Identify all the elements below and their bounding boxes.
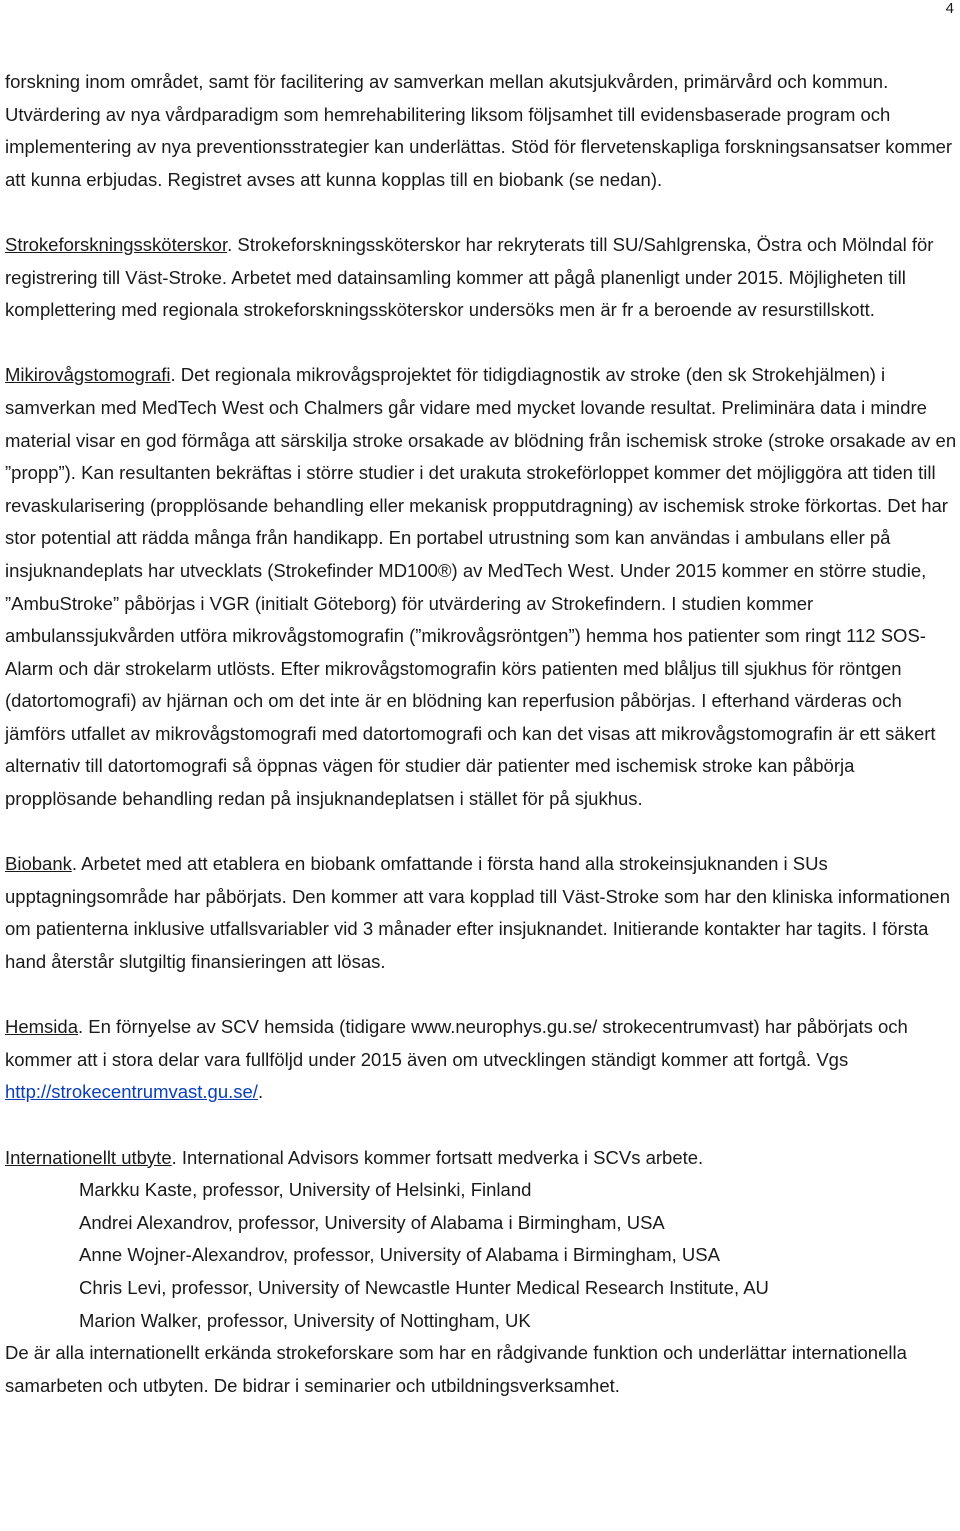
paragraph-gap [5,196,957,229]
paragraph-gap [5,1109,957,1142]
website-body: . En förnyelse av SCV hemsida (tidigare www.neurophys.gu.se/ strokecentrumvast) har påbörjats och kommer att i stora delar vara fullföljd under 2015 även om utvecklingen ständigt kommer att fortgå. Vgs [5,1016,908,1070]
international-closing: De är alla internationellt erkända strokeforskare som har en rådgivande funktion och underlättar internationella samarbeten och utbyten. De bidrar i seminarier och utbildningsverksamhet. [5,1342,907,1396]
nurses-heading: Strokeforskningssköterskor [5,233,228,255]
advisor-item: Marion Walker, professor, University of Nottingham, UK [79,1309,531,1331]
paragraph-gap [5,327,957,360]
page-number: 4 [945,0,954,17]
biobank-paragraph [5,848,957,978]
intro-paragraph: forskning inom området, samt för facilitering av samverkan mellan akutsjukvården, primärvård och kommun. Utvärdering av nya vårdparadigm som hemrehabilitering liksom följsamhet till evidensbaserade program och implementering av nya preventionsstrategier kan underlättas. Stöd för flervetenskapliga forskningsansatser kommer att kunna erbjudas. Registret avses att kunna kopplas till en biobank (se nedan). [5,71,953,190]
international-heading: Internationellt utbyte [5,1146,172,1168]
paragraph-gap [5,979,957,1012]
biobank-body: . Arbetet med att etablera en biobank omfattande i första hand alla strokeinsjuknanden i SUs upptagningsområde har påbörjats. Den kommer att vara kopplad till Väst-Stroke som har den kliniska informationen om patienterna inklusive utfallsvariabler vid 3 månader efter insjuknandet. Initierande kontakter har tagits. I första hand återstår slutgiltig finansieringen att lösas. [5,853,951,973]
document-body [5,66,957,1402]
nurses-body: . Strokeforskningssköterskor har rekryterats till SU/Sahlgrenska, Östra och Mölndal för registrering till Väst-Stroke. Arbetet med datainsamling kommer att pågå planenligt under 2015. Möjligheten till komplettering med regionala strokeforskningssköterskor undersöks men är fr a beroende av resurstillskott. [5,233,934,321]
advisor-item: Andrei Alexandrov, professor, University of Alabama i Birmingham, USA [79,1211,665,1233]
nurses-paragraph [5,229,957,327]
microwave-body: . Det regionala mikrovågsprojektet för tidigdiagnostik av stroke (den sk Strokehjälmen) i samverkan med MedTech West och Chalmers går vidare med mycket lovande resultat. Preliminära data i mindre material visar en god förmåga att särskilja stroke orsakade av blödning från ischemisk stroke (stroke orsakade av en ”propp”). Kan resultanten bekräftas i större studier i det urakuta strokeförloppet kommer det möjliggöra att tiden till revaskularisering (propplösande behandling eller mekanisk propputdragning) av ischemisk stroke förkortas. Det har stor potential att rädda många från handikapp. En portabel utrustning som kan användas i ambulans eller på insjuknandeplats har utvecklats (Strokefinder MD100®) av MedTech West. Under 2015 kommer en större studie, ”AmbuStroke” påbörjas i VGR (initialt Göteborg) för utvärdering av Strokefindern. I studien kommer ambulanssjukvården utföra mikrovågstomografin (”mikrovågsröntgen”) hemma hos patienter som ringt 112 SOS-Alarm och där strokelarm utlösts. Efter mikrovågstomografin körs patienten med blåljus till sjukhus för röntgen (datortomografi) av hjärnan och om det inte är en blödning kan reperfusion påbörjas. I efterhand värderas och jämförs utfallet av mikrovågstomografi med datortomografi och kan det visas att mikrovågstomografin är ett säkert alternativ till datortomografi så öppnas vägen för studier där patienter med ischemisk stroke kan påbörja propplösande behandling redan på insjuknandeplatsen i stället för på sjukhus. [5,364,957,810]
website-heading: Hemsida [5,1016,78,1038]
biobank-heading: Biobank [5,853,72,875]
website-paragraph [5,1011,957,1109]
advisor-item: Markku Kaste, professor, University of Helsinki, Finland [79,1179,532,1201]
advisor-item: Chris Levi, professor, University of Newcastle Hunter Medical Research Institute, AU [79,1276,769,1298]
international-paragraph [5,1142,957,1175]
advisor-item: Anne Wojner-Alexandrov, professor, University of Alabama i Birmingham, USA [79,1244,720,1266]
paragraph-gap [5,816,957,849]
microwave-heading: Mikirovågstomografi [5,364,171,386]
international-body: . International Advisors kommer fortsatt medverka i SCVs arbete. [171,1146,704,1168]
website-after-link: . [257,1081,264,1103]
advisors-list [5,1174,957,1337]
website-link[interactable]: http://strokecentrumvast.gu.se/ [5,1081,258,1103]
microwave-paragraph [5,359,957,815]
